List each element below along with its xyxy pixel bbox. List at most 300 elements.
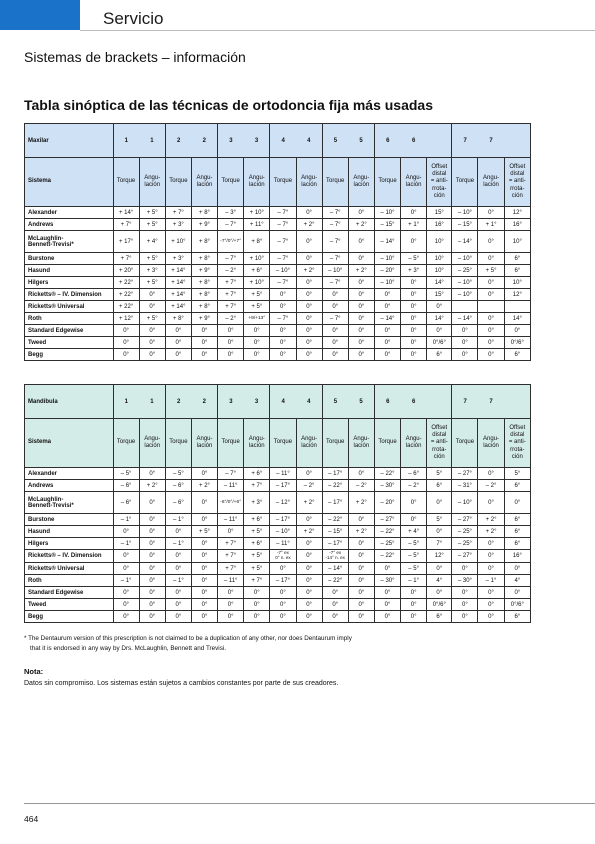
mandibula-value-cell: 5° — [427, 514, 452, 526]
mandibula-value-cell: 0° — [218, 587, 244, 599]
mandibula-tooth-number: 3 — [244, 385, 270, 419]
maxilar-value-cell: + 8° — [191, 277, 217, 289]
mandibula-value-cell: 0° — [478, 587, 504, 599]
mandibula-column-header: Torque — [322, 419, 348, 468]
mandibula-value-cell: 0° — [218, 526, 244, 538]
maxilar-value-cell: 0° — [478, 207, 504, 219]
maxilar-value-cell: 0° — [139, 337, 165, 349]
page-header-title: Servicio — [103, 9, 164, 28]
maxilar-value-cell: – 5° — [401, 253, 427, 265]
mandibula-value-cell: – 17° — [322, 538, 348, 550]
mandibula-value-cell: – 27° — [374, 514, 400, 526]
page-number: 464 — [24, 814, 39, 824]
maxilar-value-cell: 0° — [139, 289, 165, 301]
mandibula-value-cell: + 5° — [191, 526, 217, 538]
maxilar-value-cell: + 7° — [218, 301, 244, 313]
mandibula-system-name: Begg — [25, 611, 114, 623]
maxilar-table-row — [25, 325, 531, 337]
mandibula-column-header: Torque — [165, 419, 191, 468]
maxilar-value-cell: 0° — [191, 325, 217, 337]
maxilar-column-header: Angu- lación — [139, 158, 165, 207]
mandibula-value-cell: 0° — [244, 599, 270, 611]
maxilar-value-cell: 0° — [401, 325, 427, 337]
maxilar-value-cell: 0° — [165, 349, 191, 361]
maxilar-table-row — [25, 219, 531, 231]
mandibula-value-cell: 0° — [427, 587, 452, 599]
mandibula-value-cell: + 2° — [478, 526, 504, 538]
mandibula-system-name: McLaughlin- Bennett-Trevisi* — [25, 492, 114, 514]
maxilar-system-header: Sistema — [25, 158, 114, 207]
maxilar-value-cell: – 10° — [374, 277, 400, 289]
maxilar-tooth-number: 1 — [139, 124, 165, 158]
maxilar-value-cell: 15° — [427, 207, 452, 219]
maxilar-tooth-spacer — [504, 124, 530, 158]
maxilar-value-cell: 0° — [348, 207, 374, 219]
mandibula-value-cell: 0° — [165, 587, 191, 599]
mandibula-value-cell: + 2° — [296, 526, 322, 538]
mandibula-system-name: Burstone — [25, 514, 114, 526]
mandibula-value-cell: – 17° — [270, 480, 296, 492]
maxilar-column-header: Torque — [218, 158, 244, 207]
mandibula-column-header: Angu- lación — [244, 419, 270, 468]
mandibula-value-cell: 0° — [139, 538, 165, 550]
mandibula-value-cell: 0° — [191, 599, 217, 611]
mandibula-tooth-number: 2 — [191, 385, 217, 419]
mandibula-value-cell: – 1° — [113, 575, 139, 587]
maxilar-system-name: Roth — [25, 313, 114, 325]
maxilar-value-cell: 15° — [427, 289, 452, 301]
mandibula-tooth-number: 6 — [374, 385, 400, 419]
mandibula-value-cell: 0° — [401, 611, 427, 623]
maxilar-value-cell: 0° — [218, 337, 244, 349]
mandibula-value-cell: 0° — [322, 611, 348, 623]
maxilar-value-cell: – 2° — [218, 265, 244, 277]
mandibula-value-cell: 0° — [113, 550, 139, 563]
mandibula-value-cell: – 10° — [452, 492, 478, 514]
mandibula-value-cell: 0° — [139, 526, 165, 538]
mandibula-value-cell: + 2° — [348, 526, 374, 538]
mandibula-value-cell: 0° — [165, 563, 191, 575]
maxilar-table-row — [25, 301, 531, 313]
mandibula-value-cell: 12° — [427, 550, 452, 563]
mandibula-value-cell: 0° — [191, 492, 217, 514]
maxilar-value-cell: – 7° — [218, 253, 244, 265]
maxilar-value-cell: + 2° — [296, 265, 322, 277]
mandibula-value-cell: – 2° — [348, 480, 374, 492]
maxilar-value-cell: 6° — [504, 253, 530, 265]
maxilar-value-cell: 10° — [427, 265, 452, 277]
maxilar-value-cell: 0° — [191, 349, 217, 361]
maxilar-column-header: Torque — [113, 158, 139, 207]
mandibula-value-cell: -7° ex 0° n. ex — [270, 550, 296, 563]
maxilar-value-cell: 0° — [270, 325, 296, 337]
maxilar-value-cell: – 7° — [322, 231, 348, 253]
mandibula-value-cell: 0° — [374, 611, 400, 623]
mandibula-table-row — [25, 468, 531, 480]
mandibula-value-cell: + 6° — [244, 538, 270, 550]
mandibula-value-cell: – 12° — [270, 492, 296, 514]
maxilar-value-cell: 0° — [113, 337, 139, 349]
maxilar-value-cell: + 8° — [191, 253, 217, 265]
maxilar-value-cell: 0° — [401, 301, 427, 313]
mandibula-value-cell: – 5° — [113, 468, 139, 480]
mandibula-column-header: Angu- lación — [348, 419, 374, 468]
maxilar-column-header: Torque — [270, 158, 296, 207]
mandibula-value-cell: + 4° — [401, 526, 427, 538]
mandibula-value-cell: – 22° — [322, 575, 348, 587]
maxilar-value-cell: 0°/6° — [427, 337, 452, 349]
maxilar-table-row — [25, 253, 531, 265]
mandibula-value-cell: 6° — [504, 611, 530, 623]
maxilar-table — [24, 123, 531, 361]
mandibula-value-cell: 0° — [191, 468, 217, 480]
mandibula-value-cell: 0° — [348, 587, 374, 599]
maxilar-value-cell: + 8° — [244, 231, 270, 253]
maxilar-tooth-number: 3 — [218, 124, 244, 158]
maxilar-value-cell: 0° — [401, 277, 427, 289]
maxilar-value-cell: + 14° — [165, 289, 191, 301]
mandibula-system-name: Hasund — [25, 526, 114, 538]
mandibula-value-cell: 0° — [296, 575, 322, 587]
mandibula-value-cell: 0° — [374, 587, 400, 599]
mandibula-column-header: Angu- lación — [296, 419, 322, 468]
maxilar-value-cell: 0° — [113, 325, 139, 337]
maxilar-value-cell: + 3° — [165, 253, 191, 265]
maxilar-value-cell: – 7° — [270, 207, 296, 219]
mandibula-value-cell: – 5° — [401, 550, 427, 563]
maxilar-system-name: Tweed — [25, 337, 114, 349]
maxilar-value-cell: + 5° — [139, 207, 165, 219]
mandibula-value-cell: 0° — [296, 563, 322, 575]
maxilar-value-cell: 0° — [348, 277, 374, 289]
maxilar-value-cell: 0° — [401, 289, 427, 301]
maxilar-value-cell: – 7° — [270, 313, 296, 325]
maxilar-system-name: Hasund — [25, 265, 114, 277]
maxilar-value-cell: 10° — [427, 253, 452, 265]
mandibula-value-cell: 0° — [478, 563, 504, 575]
maxilar-value-cell: – 7° — [322, 207, 348, 219]
mandibula-value-cell: + 7° — [244, 480, 270, 492]
maxilar-value-cell: 0° — [374, 349, 400, 361]
mandibula-value-cell: 6° — [504, 538, 530, 550]
footer-rule — [24, 803, 595, 804]
maxilar-column-header: Angu- lación — [348, 158, 374, 207]
mandibula-value-cell: + 5° — [244, 563, 270, 575]
footnote — [24, 634, 544, 654]
maxilar-value-cell: 0° — [139, 301, 165, 313]
maxilar-value-cell: 0° — [401, 349, 427, 361]
maxilar-value-cell: + 5° — [244, 301, 270, 313]
maxilar-value-cell: 6° — [427, 349, 452, 361]
mandibula-value-cell: 0° — [401, 599, 427, 611]
maxilar-value-cell: + 8° — [165, 313, 191, 325]
mandibula-system-name: Alexander — [25, 468, 114, 480]
maxilar-value-cell: – 14° — [374, 231, 400, 253]
mandibula-value-cell: 6° — [427, 611, 452, 623]
mandibula-value-cell: + 5° — [244, 526, 270, 538]
maxilar-value-cell: + 8° — [191, 231, 217, 253]
mandibula-column-header: Angu- lación — [139, 419, 165, 468]
mandibula-value-cell: 0° — [165, 550, 191, 563]
maxilar-value-cell: 0° — [218, 349, 244, 361]
maxilar-value-cell: + 14° — [113, 207, 139, 219]
mandibula-value-cell: – 20° — [374, 492, 400, 514]
maxilar-value-cell: – 14° — [374, 313, 400, 325]
mandibula-value-cell: + 5° — [244, 550, 270, 563]
maxilar-value-cell: + 14° — [165, 277, 191, 289]
mandibula-tooth-number: 1 — [139, 385, 165, 419]
maxilar-value-cell: 0° — [478, 289, 504, 301]
maxilar-tooth-number: 4 — [296, 124, 322, 158]
mandibula-value-cell: 0° — [139, 563, 165, 575]
mandibula-value-cell: 0° — [165, 599, 191, 611]
maxilar-system-name: McLaughlin- Bennett-Trevisi* — [25, 231, 114, 253]
mandibula-value-cell: 0° — [427, 526, 452, 538]
mandibula-value-cell: – 30° — [374, 480, 400, 492]
mandibula-value-cell: + 2° — [191, 480, 217, 492]
maxilar-tooth-number: 6 — [401, 124, 427, 158]
mandibula-value-cell: – 27° — [452, 550, 478, 563]
maxilar-value-cell: 0° — [244, 325, 270, 337]
mandibula-value-cell: – 25° — [374, 538, 400, 550]
maxilar-value-cell: 10° — [504, 277, 530, 289]
maxilar-value-cell: 0° — [296, 349, 322, 361]
mandibula-column-header: Torque — [374, 419, 400, 468]
mandibula-value-cell: – 27° — [452, 468, 478, 480]
mandibula-value-cell: 0° — [296, 611, 322, 623]
mandibula-value-cell: – 6° — [113, 492, 139, 514]
mandibula-value-cell: 0° — [427, 563, 452, 575]
mandibula-column-header: Angu- lación — [191, 419, 217, 468]
maxilar-value-cell: 16° — [427, 219, 452, 231]
maxilar-value-cell: 0° — [139, 325, 165, 337]
mandibula-value-cell: 6° — [427, 480, 452, 492]
mandibula-value-cell: 0° — [504, 587, 530, 599]
mandibula-value-cell: 0° — [165, 526, 191, 538]
mandibula-value-cell: -7° ex -14° n. ex — [322, 550, 348, 563]
maxilar-value-cell: +9/+13° — [244, 313, 270, 325]
mandibula-value-cell: – 11° — [218, 575, 244, 587]
mandibula-column-header: Angu- lación — [478, 419, 504, 468]
mandibula-table-row — [25, 587, 531, 599]
maxilar-value-cell: -7°/0°/+7° — [218, 231, 244, 253]
mandibula-value-cell: 0° — [113, 587, 139, 599]
maxilar-value-cell: – 7° — [270, 219, 296, 231]
maxilar-value-cell: – 10° — [322, 265, 348, 277]
mandibula-value-cell: – 1° — [478, 575, 504, 587]
mandibula-value-cell: + 7° — [218, 538, 244, 550]
maxilar-value-cell: – 10° — [374, 253, 400, 265]
mandibula-value-cell: 6° — [504, 480, 530, 492]
mandibula-value-cell: 0° — [191, 538, 217, 550]
mandibula-value-cell: – 11° — [218, 480, 244, 492]
mandibula-value-cell: 4° — [504, 575, 530, 587]
maxilar-value-cell: – 20° — [374, 265, 400, 277]
maxilar-value-cell: 0° — [322, 349, 348, 361]
mandibula-value-cell: 0° — [504, 563, 530, 575]
maxilar-value-cell: – 7° — [270, 231, 296, 253]
maxilar-value-cell: 0° — [270, 289, 296, 301]
mandibula-tooth-number: 7 — [478, 385, 504, 419]
maxilar-tooth-number: 7 — [478, 124, 504, 158]
maxilar-value-cell: 0° — [504, 325, 530, 337]
maxilar-value-cell: + 3° — [401, 265, 427, 277]
maxilar-value-cell: + 7° — [218, 289, 244, 301]
maxilar-system-name: Ricketts® – IV. Dimension — [25, 289, 114, 301]
maxilar-value-cell: + 5° — [139, 277, 165, 289]
maxilar-value-cell: + 1° — [478, 219, 504, 231]
maxilar-value-cell: 0° — [348, 253, 374, 265]
maxilar-value-cell: 0° — [348, 337, 374, 349]
mandibula-value-cell: 0° — [270, 611, 296, 623]
mandibula-value-cell: 0° — [401, 492, 427, 514]
header-rule — [80, 30, 595, 31]
maxilar-value-cell: + 9° — [191, 265, 217, 277]
maxilar-value-cell: – 10° — [452, 207, 478, 219]
mandibula-table-row — [25, 611, 531, 623]
maxilar-value-cell: + 8° — [191, 207, 217, 219]
mandibula-column-header: Torque — [270, 419, 296, 468]
maxilar-value-cell: + 2° — [348, 265, 374, 277]
mandibula-value-cell: – 6° — [165, 480, 191, 492]
mandibula-value-cell: 0° — [139, 514, 165, 526]
maxilar-value-cell: 0° — [218, 325, 244, 337]
maxilar-value-cell: – 7° — [322, 313, 348, 325]
maxilar-value-cell: 0° — [296, 207, 322, 219]
mandibula-value-cell: 0° — [218, 599, 244, 611]
mandibula-value-cell: 0° — [478, 611, 504, 623]
mandibula-value-cell: 0° — [478, 492, 504, 514]
mandibula-value-cell: 0° — [348, 563, 374, 575]
mandibula-value-cell: – 17° — [322, 492, 348, 514]
mandibula-value-cell: 0° — [478, 599, 504, 611]
maxilar-value-cell: 0° — [374, 289, 400, 301]
maxilar-value-cell: 0° — [478, 277, 504, 289]
mandibula-system-header: Sistema — [25, 419, 114, 468]
mandibula-system-name: Ricketts® Universal — [25, 563, 114, 575]
mandibula-column-header: Angu- lación — [401, 419, 427, 468]
maxilar-system-name: Standard Edgewise — [25, 325, 114, 337]
maxilar-value-cell: + 7° — [218, 277, 244, 289]
maxilar-value-cell: 12° — [504, 207, 530, 219]
maxilar-value-cell: + 9° — [191, 313, 217, 325]
maxilar-value-cell: – 14° — [452, 313, 478, 325]
maxilar-value-cell: 0° — [348, 349, 374, 361]
maxilar-tooth-number: 2 — [191, 124, 217, 158]
maxilar-value-cell: 0° — [348, 325, 374, 337]
maxilar-value-cell: + 3° — [165, 219, 191, 231]
maxilar-value-cell: 0° — [322, 337, 348, 349]
mandibula-value-cell: 0° — [139, 611, 165, 623]
mandibula-value-cell: 0° — [348, 538, 374, 550]
maxilar-value-cell: 0° — [244, 337, 270, 349]
maxilar-value-cell: – 3° — [218, 207, 244, 219]
maxilar-value-cell: – 10° — [452, 253, 478, 265]
mandibula-value-cell: + 6° — [244, 514, 270, 526]
mandibula-value-cell: – 22° — [322, 514, 348, 526]
note-text: Datos sin compromiso. Los sistemas están sujetos a cambios constantes por parte de sus creadores. — [24, 680, 339, 687]
mandibula-value-cell: 4° — [427, 575, 452, 587]
mandibula-value-cell: – 7° — [218, 468, 244, 480]
mandibula-value-cell: – 30° — [374, 575, 400, 587]
mandibula-value-cell: – 6° — [113, 480, 139, 492]
maxilar-jaw-label: Maxilar — [25, 124, 114, 158]
maxilar-table-row — [25, 265, 531, 277]
mandibula-value-cell: 0° — [348, 575, 374, 587]
maxilar-column-header: Torque — [452, 158, 478, 207]
mandibula-value-cell: – 1° — [113, 514, 139, 526]
mandibula-value-cell: 0°/6° — [427, 599, 452, 611]
maxilar-value-cell: + 14° — [165, 265, 191, 277]
mandibula-value-cell: – 15° — [322, 526, 348, 538]
maxilar-value-cell: – 7° — [322, 277, 348, 289]
mandibula-value-cell: 0° — [348, 514, 374, 526]
mandibula-value-cell: 0° — [113, 599, 139, 611]
maxilar-tooth-number: 3 — [244, 124, 270, 158]
maxilar-value-cell: – 7° — [270, 277, 296, 289]
mandibula-value-cell: 0°/6° — [504, 599, 530, 611]
mandibula-value-cell: – 2° — [401, 480, 427, 492]
maxilar-value-cell: 12° — [504, 289, 530, 301]
maxilar-value-cell: + 11° — [244, 219, 270, 231]
maxilar-value-cell: + 6° — [244, 265, 270, 277]
mandibula-value-cell: 0° — [401, 514, 427, 526]
mandibula-value-cell: 16° — [504, 550, 530, 563]
mandibula-value-cell: 0° — [296, 514, 322, 526]
mandibula-value-cell: + 7° — [218, 550, 244, 563]
maxilar-table-row — [25, 207, 531, 219]
maxilar-column-header: Angu- lación — [191, 158, 217, 207]
mandibula-value-cell: – 5° — [401, 563, 427, 575]
mandibula-value-cell: – 17° — [270, 514, 296, 526]
maxilar-value-cell: 0° — [478, 325, 504, 337]
maxilar-value-cell: – 15° — [374, 219, 400, 231]
maxilar-value-cell: – 7° — [218, 219, 244, 231]
maxilar-value-cell: 14° — [427, 277, 452, 289]
mandibula-value-cell: 6° — [504, 526, 530, 538]
maxilar-value-cell: + 14° — [165, 301, 191, 313]
maxilar-value-cell: + 7° — [113, 219, 139, 231]
mandibula-value-cell: 0° — [374, 563, 400, 575]
mandibula-value-cell: – 14° — [322, 563, 348, 575]
maxilar-value-cell: 0° — [139, 349, 165, 361]
mandibula-value-cell: – 22° — [374, 468, 400, 480]
maxilar-value-cell: 10° — [427, 231, 452, 253]
maxilar-value-cell: – 10° — [270, 265, 296, 277]
maxilar-value-cell: 0° — [401, 231, 427, 253]
maxilar-table-row — [25, 231, 531, 253]
maxilar-value-cell: 0° — [374, 337, 400, 349]
mandibula-value-cell: 0° — [452, 587, 478, 599]
maxilar-value-cell: 0° — [478, 337, 504, 349]
maxilar-value-cell: 0° — [452, 325, 478, 337]
maxilar-value-cell: + 1° — [401, 219, 427, 231]
maxilar-value-cell: 0° — [427, 301, 452, 313]
mandibula-value-cell: 0° — [244, 587, 270, 599]
maxilar-value-cell: 0° — [452, 349, 478, 361]
mandibula-value-cell: 0° — [478, 538, 504, 550]
maxilar-system-name: Ricketts® Universal — [25, 301, 114, 313]
mandibula-value-cell: – 5° — [401, 538, 427, 550]
mandibula-value-cell: 0° — [322, 587, 348, 599]
mandibula-table-row — [25, 492, 531, 514]
maxilar-value-cell: 6° — [504, 265, 530, 277]
mandibula-value-cell: + 3° — [244, 492, 270, 514]
mandibula-jaw-label: Mandíbula — [25, 385, 114, 419]
mandibula-value-cell: 5° — [427, 468, 452, 480]
mandibula-value-cell: 0° — [191, 514, 217, 526]
maxilar-value-cell: + 2° — [296, 219, 322, 231]
